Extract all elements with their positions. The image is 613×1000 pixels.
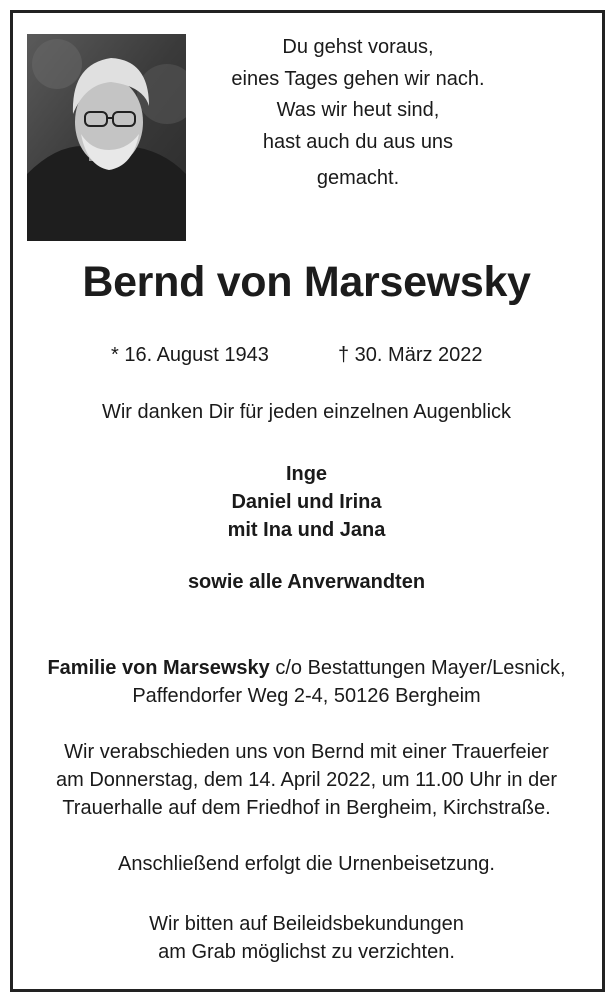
ceremony-info: [0, 738, 613, 822]
family-member: Inge: [285, 463, 328, 485]
family-member: Daniel und Irina: [231, 491, 382, 513]
relatives-line: sowie alle Anverwandten: [187, 571, 426, 593]
poem-line: Was wir heut sind,: [276, 99, 440, 121]
deceased-name: Bernd von Marsewsky: [82, 258, 531, 306]
portrait-illustration: [27, 34, 186, 241]
request-line: Wir bitten auf Beileidsbekundungen: [149, 913, 464, 935]
ceremony-line: Wir verabschieden uns von Bernd mit einer Trauerfeier: [64, 741, 549, 763]
thanks-line: Wir danken Dir für jeden einzelnen Augenblick: [101, 401, 512, 423]
poem-line: hast auch du aus uns: [262, 130, 454, 153]
memorial-poem: [200, 32, 516, 195]
family-label: Familie von Marsewsky: [47, 657, 270, 679]
poem-line: eines Tages gehen wir nach.: [231, 67, 485, 90]
death-date: † 30. März 2022: [338, 344, 483, 366]
condolence-request: [0, 910, 613, 966]
poem-line: Du gehst voraus,: [282, 36, 434, 58]
urn-burial-line: Anschließend erfolgt die Urnenbeisetzung.: [118, 853, 495, 875]
request-line: am Grab möglichst zu verzichten.: [158, 941, 455, 963]
birth-date: * 16. August 1943: [111, 344, 269, 366]
poem-line: gemacht.: [316, 167, 400, 189]
contact-line: [0, 654, 613, 682]
ceremony-line: Trauerhalle auf dem Friedhof in Bergheim, Kirchstraße.: [62, 797, 551, 819]
ceremony-line: am Donnerstag, dem 14. April 2022, um 11.00 Uhr in der: [55, 769, 557, 791]
family-member: mit Ina und Jana: [227, 519, 386, 541]
contact-co: c/o Bestattungen Mayer/Lesnick,: [269, 657, 566, 679]
portrait-photo: [27, 34, 186, 241]
contact-address: [0, 654, 613, 710]
family-members: [0, 460, 613, 544]
contact-line: Paffendorfer Weg 2-4, 50126 Bergheim: [132, 685, 481, 707]
